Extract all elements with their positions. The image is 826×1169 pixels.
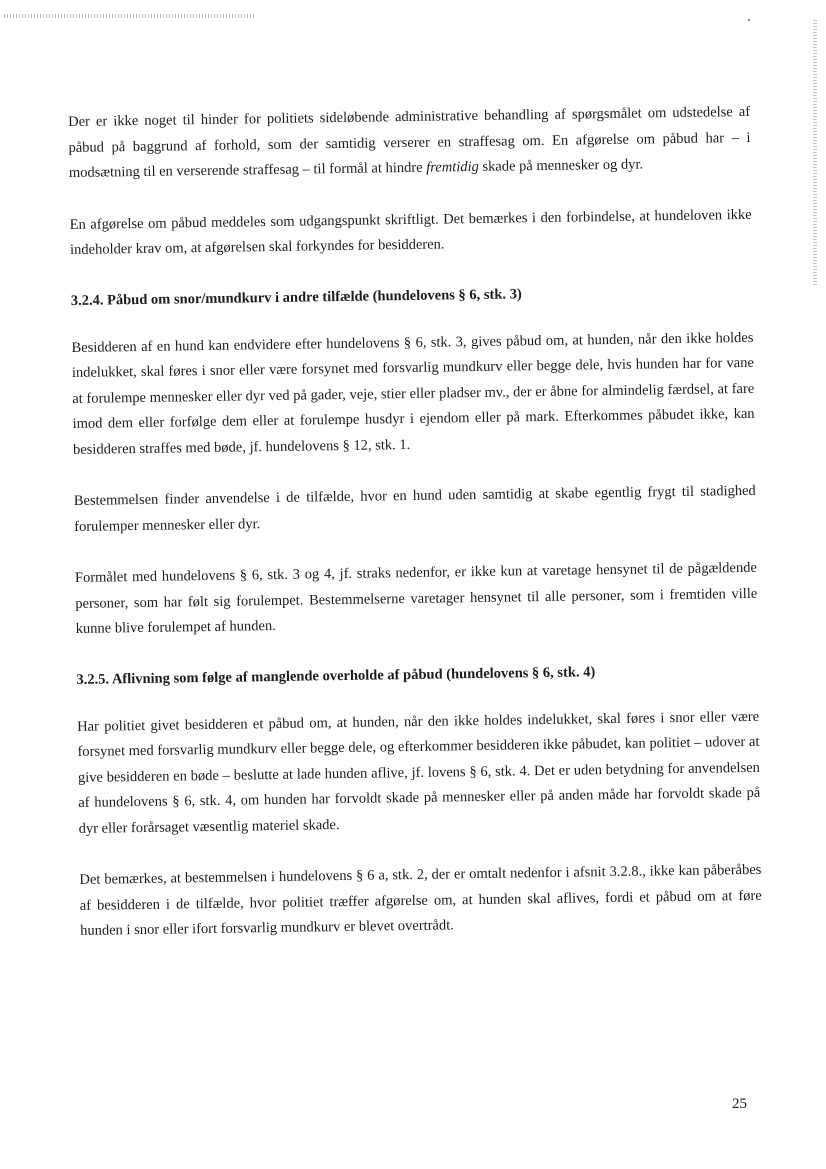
scan-artifact-right [813, 20, 817, 285]
paragraph-euthanasia: Har politiet givet besidderen et påbud om, at hunden, når den ikke holdes indelukket, skal føres i snor eller være forsynet med forsvarlig mundkurv eller begge dele, og efterkommer besidderen ikke påbudet, kan politiet – udover at give besidderen en bøde – beslutte at lade hunden aflive, jf. lovens § 6, stk. 4. Det er uden betydning for anvendelsen af hundelovens § 6, stk. 4, om hunden har forvoldt skade på mennesker eller på anden måde har forvoldt skade på dyr eller forårsaget væsentlig materiel skade. [77, 708, 761, 837]
emphasis-fremtidig: fremtidig [426, 158, 479, 176]
page-number: 25 [732, 1096, 747, 1112]
paragraph-note: Det bemærkes, at bestemmelsen i hundelovens § 6 a, stk. 2, der er omtalt nedenfor i afsnit 3.2.8., ikke kan påberåbes af besidderen i de tilfælde, hvor politiet træffer afgørelse om, at hunden skal aflives, fordi et påbud om at føre hunden i snor eller ifort forsvarlig mundkurv er blevet overtrådt. [79, 861, 762, 939]
scan-artifact-top [4, 14, 256, 18]
paragraph-intro-text-end: skade på mennesker og dyr. [478, 156, 644, 175]
paragraph-intro-text: Der er ikke noget til hinder for politiets sideløbende administrative behandling af spørgsmålet om udstedelse af påbud på baggrund af forhold, som der samtidig verserer en straffesag om. En afgørelse om påbud har – i modsætning til en verserende straffesag – til formål at hindre [68, 103, 751, 181]
section-heading-3-2-4: 3.2.4. Påbud om snor/mundkurv i andre tilfælde (hundelovens § 6, stk. 3) [70, 285, 522, 309]
section-heading-3-2-5: 3.2.5. Aflivning som følge af manglende overholde af påbud (hundelovens § 6, stk. 4) [76, 663, 596, 688]
paragraph-intro [68, 100, 751, 187]
paragraph-application: Bestemmelsen finder anvendelse i de tilfælde, hvor en hund uden samtidig at skabe egentlig frygt til stadighed forulemper mennesker eller dyr. [73, 482, 756, 535]
scan-speck [748, 19, 750, 21]
paragraph-written-decision: En afgørelse om påbud meddeles som udgangspunkt skriftligt. Det bemærkes i den forbindelse, at hundeloven ikke indeholder krav om, at afgørelsen skal forkyndes for besidderen. [69, 206, 752, 258]
paragraph-purpose: Formålet med hundelovens § 6, stk. 3 og 4, jf. straks nedenfor, er ikke kun at varetage hensynet til de pågældende personer, som har følt sig forulempet. Bestemmelserne varetager hensynet til alle personer, som i fremtiden ville kunne blive forulempet af hunden. [74, 559, 758, 637]
paragraph-leash-order: Besidderen af en hund kan endvidere efter hundelovens § 6, stk. 3, gives påbud om, at hunden, når den ikke holdes indelukket, skal føres i snor eller være forsynet med forsvarlig mundkurv eller begge dele, hvis hunden har for vane at forulempe mennesker eller dyr ved på gader, veje, stier eller pladser mv., der er åbne for almindelig færdsel, at fare imod dem eller forfølge dem eller at forulempe husdyr i ejendom eller på mark. Efterkommes påbudet ikke, kan besidderen straffes med bøde, jf. hundelovens § 12, stk. 1. [71, 329, 755, 458]
document-body [68, 100, 762, 945]
